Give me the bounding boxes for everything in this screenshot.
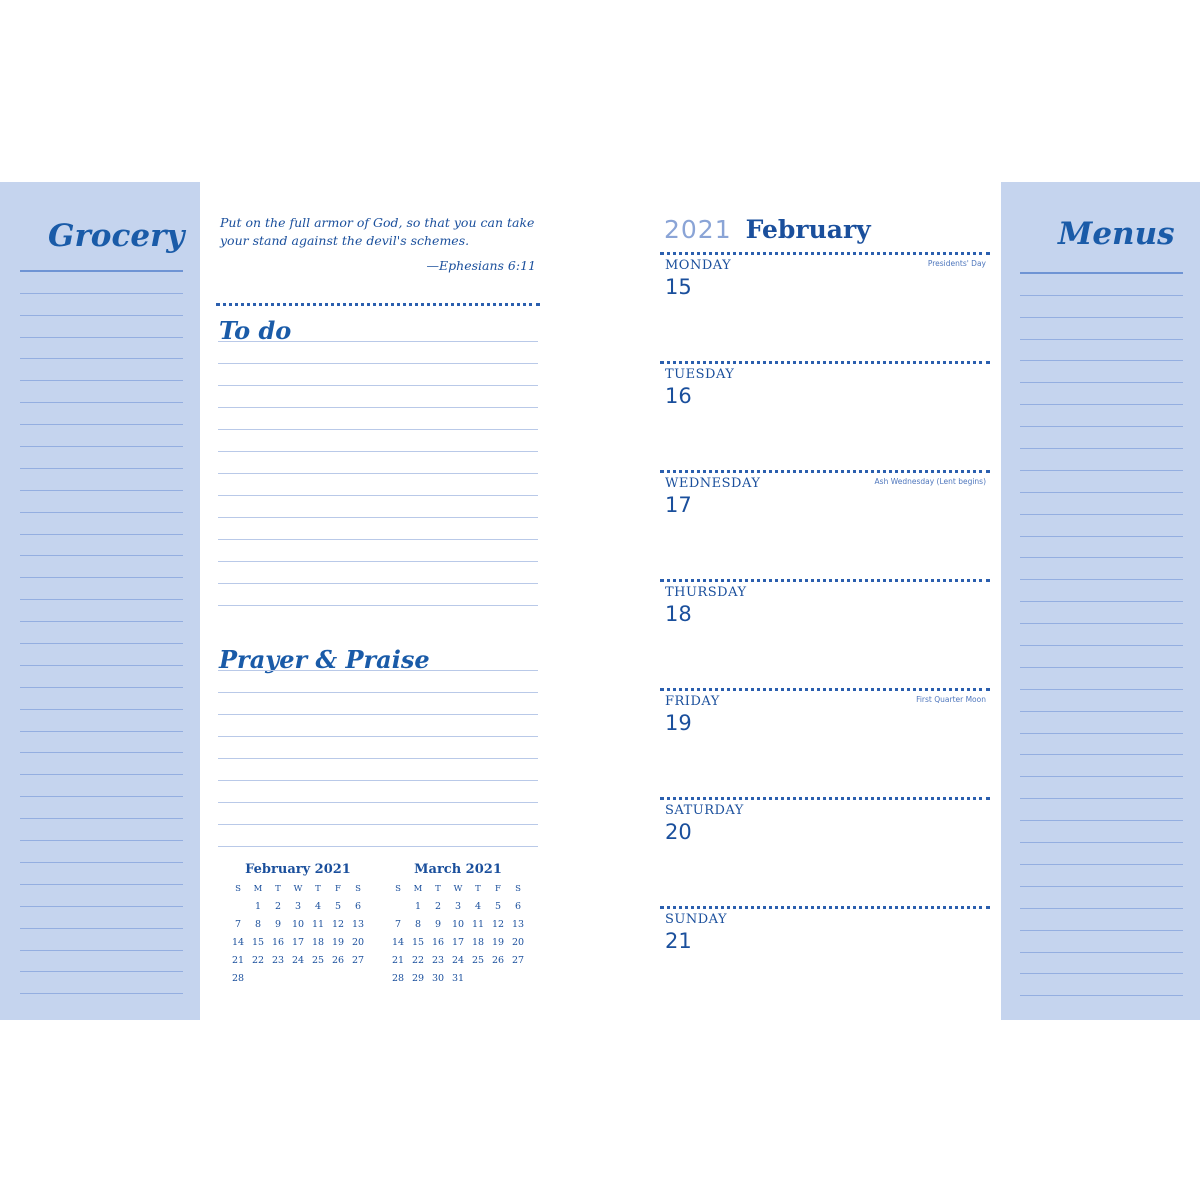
ruled-line[interactable] [1020, 799, 1183, 821]
ruled-line[interactable] [20, 578, 183, 600]
grocery-title: Grocery [48, 218, 185, 254]
mini-calendar-weekday: M [413, 884, 423, 894]
writing-line[interactable] [218, 671, 538, 693]
mini-calendar-day: 23 [271, 955, 285, 966]
mini-calendar-day: 14 [231, 937, 245, 948]
scripture-reference: —Ephesians 6:11 [426, 258, 536, 273]
ruled-line[interactable] [1020, 449, 1183, 471]
ruled-line[interactable] [20, 447, 183, 469]
ruled-line[interactable] [1020, 690, 1183, 712]
mini-calendar-day: 8 [414, 919, 422, 930]
week-header [664, 215, 871, 244]
ruled-line[interactable] [20, 753, 183, 775]
day-block-thursday[interactable] [660, 579, 990, 688]
ruled-line[interactable] [1020, 296, 1183, 318]
mini-calendar-day: 22 [251, 955, 265, 966]
ruled-line[interactable] [20, 710, 183, 732]
menus-title: Menus [1058, 216, 1175, 252]
ruled-line[interactable] [1020, 405, 1183, 427]
mini-calendar-weekday: S [515, 884, 521, 894]
ruled-line[interactable] [20, 775, 183, 797]
day-number: 17 [665, 493, 692, 517]
ruled-line[interactable] [1020, 953, 1183, 975]
mini-calendar-day: 12 [331, 919, 345, 930]
day-name: SATURDAY [665, 803, 744, 818]
menus-panel [1001, 182, 1200, 1020]
day-divider [660, 361, 990, 364]
ruled-line[interactable] [1020, 471, 1183, 493]
scripture-quote: Put on the full armor of God, so that you can take your stand against the devil's schemes. [220, 215, 535, 248]
mini-calendar-day: 22 [411, 955, 425, 966]
mini-calendar-day: 26 [491, 955, 505, 966]
grocery-lines [20, 250, 183, 994]
ruled-line[interactable] [1020, 974, 1183, 996]
mini-calendar-day: 20 [351, 937, 365, 948]
mini-calendar-day: 23 [431, 955, 445, 966]
writing-line[interactable] [218, 825, 538, 847]
ruled-line[interactable] [20, 403, 183, 425]
mini-calendar-day: 30 [431, 973, 445, 984]
mini-calendar-day: 9 [434, 919, 442, 930]
ruled-line[interactable] [20, 316, 183, 338]
mini-calendar-day: 6 [514, 901, 522, 912]
day-note: Ash Wednesday (Lent begins) [874, 477, 986, 486]
ruled-line[interactable] [1020, 252, 1183, 274]
mini-calendar-weekday: W [293, 884, 303, 894]
ruled-line[interactable] [20, 469, 183, 491]
mini-calendar-weekday: S [355, 884, 361, 894]
ruled-line[interactable] [20, 885, 183, 907]
mini-calendar-day: 20 [511, 937, 525, 948]
mini-calendar-grid [388, 880, 528, 988]
ruled-line[interactable] [1020, 887, 1183, 909]
writing-line[interactable] [218, 452, 538, 474]
mini-calendar-day: 14 [391, 937, 405, 948]
mini-calendar-day: 18 [471, 937, 485, 948]
day-name: WEDNESDAY [665, 476, 761, 491]
ruled-line[interactable] [20, 972, 183, 994]
ruled-line[interactable] [20, 600, 183, 622]
ruled-line[interactable] [20, 556, 183, 578]
ruled-line[interactable] [1020, 668, 1183, 690]
ruled-line[interactable] [20, 272, 183, 294]
mini-calendar-weekday: S [235, 884, 241, 894]
ruled-line[interactable] [20, 425, 183, 447]
mini-calendar-day: 1 [414, 901, 422, 912]
day-divider [660, 470, 990, 473]
ruled-line[interactable] [1020, 558, 1183, 580]
ruled-line[interactable] [1020, 427, 1183, 449]
mini-calendar-weekday: S [395, 884, 401, 894]
ruled-line[interactable] [20, 513, 183, 535]
mini-calendar-march [388, 862, 528, 988]
writing-line[interactable] [218, 342, 538, 364]
mini-calendar-day: 25 [311, 955, 325, 966]
ruled-line[interactable] [20, 338, 183, 360]
ruled-line[interactable] [20, 294, 183, 316]
mini-calendar-day: 3 [294, 901, 302, 912]
ruled-line[interactable] [1020, 646, 1183, 668]
ruled-line[interactable] [20, 622, 183, 644]
mini-calendar-day: 13 [511, 919, 525, 930]
ruled-line[interactable] [1020, 274, 1183, 296]
mini-calendar-weekday: T [435, 884, 441, 894]
mini-calendar-day: 2 [274, 901, 282, 912]
ruled-line[interactable] [1020, 931, 1183, 953]
writing-line[interactable] [218, 759, 538, 781]
writing-line[interactable] [218, 693, 538, 715]
mini-calendar-day: 24 [451, 955, 465, 966]
ruled-line[interactable] [1020, 909, 1183, 931]
writing-line[interactable] [218, 496, 538, 518]
ruled-line[interactable] [20, 929, 183, 951]
ruled-line[interactable] [20, 688, 183, 710]
writing-line[interactable] [218, 649, 538, 671]
mini-calendar-day: 6 [354, 901, 362, 912]
writing-line[interactable] [218, 320, 538, 342]
mini-calendar-title: March 2021 [414, 862, 502, 877]
grocery-panel [0, 182, 200, 1020]
ruled-line[interactable] [20, 666, 183, 688]
day-number: 21 [665, 929, 692, 953]
day-name: TUESDAY [665, 367, 735, 382]
day-note: Presidents' Day [927, 259, 986, 268]
ruled-line[interactable] [1020, 383, 1183, 405]
writing-line[interactable] [218, 540, 538, 562]
mini-calendar-grid [228, 880, 368, 988]
day-block-saturday[interactable] [660, 797, 990, 906]
writing-line[interactable] [218, 715, 538, 737]
mini-calendar-day: 17 [291, 937, 305, 948]
mini-calendar-day: 19 [491, 937, 505, 948]
todo-lines [218, 320, 538, 606]
mini-calendar-day: 19 [331, 937, 345, 948]
ruled-line[interactable] [1020, 843, 1183, 865]
writing-line[interactable] [218, 518, 538, 540]
week-month: February [745, 215, 871, 244]
ruled-line[interactable] [20, 841, 183, 863]
ruled-line[interactable] [1020, 361, 1183, 383]
ruled-line[interactable] [20, 797, 183, 819]
mini-calendar-weekday: T [315, 884, 321, 894]
ruled-line[interactable] [20, 644, 183, 666]
ruled-line[interactable] [20, 491, 183, 513]
mini-calendar-day: 27 [351, 955, 365, 966]
ruled-line[interactable] [20, 732, 183, 754]
day-number: 18 [665, 602, 692, 626]
mini-calendar-day: 1 [254, 901, 262, 912]
mini-calendar-weekday: M [253, 884, 263, 894]
mini-calendar-day: 25 [471, 955, 485, 966]
ruled-line[interactable] [20, 819, 183, 841]
mini-calendar-day: 21 [391, 955, 405, 966]
day-block-wednesday[interactable] [660, 470, 990, 579]
mini-calendar-day: 28 [391, 973, 405, 984]
mini-calendar-day: 11 [471, 919, 485, 930]
mini-calendar-day: 15 [251, 937, 265, 948]
mini-calendar-day: 17 [451, 937, 465, 948]
writing-line[interactable] [218, 408, 538, 430]
mini-calendar-day: 29 [411, 973, 425, 984]
writing-line[interactable] [218, 562, 538, 584]
mini-calendar-day: 13 [351, 919, 365, 930]
ruled-line[interactable] [1020, 318, 1183, 340]
day-number: 15 [665, 275, 692, 299]
ruled-line[interactable] [1020, 821, 1183, 843]
ruled-line[interactable] [20, 951, 183, 973]
writing-line[interactable] [218, 737, 538, 759]
mini-calendar-day: 18 [311, 937, 325, 948]
day-name: FRIDAY [665, 694, 720, 709]
week-year: 2021 [664, 215, 732, 244]
writing-line[interactable] [218, 584, 538, 606]
day-block-monday[interactable] [660, 252, 990, 361]
ruled-line[interactable] [1020, 624, 1183, 646]
mini-calendar-day: 21 [231, 955, 245, 966]
day-number: 16 [665, 384, 692, 408]
ruled-line[interactable] [20, 863, 183, 885]
writing-line[interactable] [218, 430, 538, 452]
writing-line[interactable] [218, 474, 538, 496]
ruled-line[interactable] [1020, 340, 1183, 362]
ruled-line[interactable] [20, 381, 183, 403]
day-name: SUNDAY [665, 912, 728, 927]
writing-line[interactable] [218, 803, 538, 825]
writing-line[interactable] [218, 781, 538, 803]
mini-calendar-day: 27 [511, 955, 525, 966]
mini-calendar-weekday: T [475, 884, 481, 894]
mini-calendar-day: 12 [491, 919, 505, 930]
ruled-line[interactable] [1020, 580, 1183, 602]
mini-calendar-day: 10 [291, 919, 305, 930]
writing-line[interactable] [218, 386, 538, 408]
ruled-line[interactable] [1020, 865, 1183, 887]
mini-calendar-weekday: F [495, 884, 501, 894]
ruled-line[interactable] [1020, 777, 1183, 799]
mini-calendar-day: 8 [254, 919, 262, 930]
mini-calendar-day: 7 [394, 919, 402, 930]
day-number: 20 [665, 820, 692, 844]
mini-calendar-weekday: T [275, 884, 281, 894]
menus-lines [1020, 252, 1183, 996]
mini-calendar-day: 2 [434, 901, 442, 912]
day-divider [660, 797, 990, 800]
mini-calendar-day: 5 [334, 901, 342, 912]
mini-calendar-day: 3 [454, 901, 462, 912]
mini-calendar-day: 7 [234, 919, 242, 930]
mini-calendar-day [388, 898, 408, 916]
prayer-title: Prayer & Praise [219, 645, 430, 674]
mini-calendar-day: 24 [291, 955, 305, 966]
mini-calendar-weekday: W [453, 884, 463, 894]
day-name: THURSDAY [665, 585, 747, 600]
ruled-line[interactable] [20, 907, 183, 929]
ruled-line[interactable] [1020, 755, 1183, 777]
day-block-tuesday[interactable] [660, 361, 990, 470]
mini-calendar-day: 28 [231, 973, 245, 984]
ruled-line[interactable] [20, 250, 183, 272]
mini-calendar-february [228, 862, 368, 988]
mini-calendar-day: 16 [431, 937, 445, 948]
mini-calendar-title: February 2021 [245, 862, 351, 877]
ruled-line[interactable] [20, 359, 183, 381]
mini-calendar-day: 11 [311, 919, 325, 930]
mini-calendar-day: 16 [271, 937, 285, 948]
mini-calendar-day [228, 898, 248, 916]
mini-calendar-day: 31 [451, 973, 465, 984]
mini-calendar-day: 26 [331, 955, 345, 966]
mini-calendar-day: 5 [494, 901, 502, 912]
ruled-line[interactable] [1020, 537, 1183, 559]
ruled-line[interactable] [1020, 515, 1183, 537]
day-number: 19 [665, 711, 692, 735]
writing-line[interactable] [218, 364, 538, 386]
day-divider [660, 688, 990, 691]
mini-calendar-day: 15 [411, 937, 425, 948]
ruled-line[interactable] [1020, 712, 1183, 734]
day-block-friday[interactable] [660, 688, 990, 797]
quote-divider [216, 303, 540, 306]
mini-calendar-weekday: F [335, 884, 341, 894]
mini-calendar-day: 10 [451, 919, 465, 930]
day-name: MONDAY [665, 258, 732, 273]
day-divider [660, 579, 990, 582]
day-divider [660, 906, 990, 909]
ruled-line[interactable] [1020, 493, 1183, 515]
todo-title: To do [219, 316, 292, 345]
ruled-line[interactable] [20, 535, 183, 557]
ruled-line[interactable] [1020, 602, 1183, 624]
ruled-line[interactable] [1020, 734, 1183, 756]
prayer-lines [218, 649, 538, 847]
day-divider [660, 252, 990, 255]
day-note: First Quarter Moon [916, 695, 986, 704]
mini-calendar-day: 4 [314, 901, 322, 912]
mini-calendar-day: 4 [474, 901, 482, 912]
mini-calendar-day: 9 [274, 919, 282, 930]
day-block-sunday[interactable] [660, 906, 990, 1015]
